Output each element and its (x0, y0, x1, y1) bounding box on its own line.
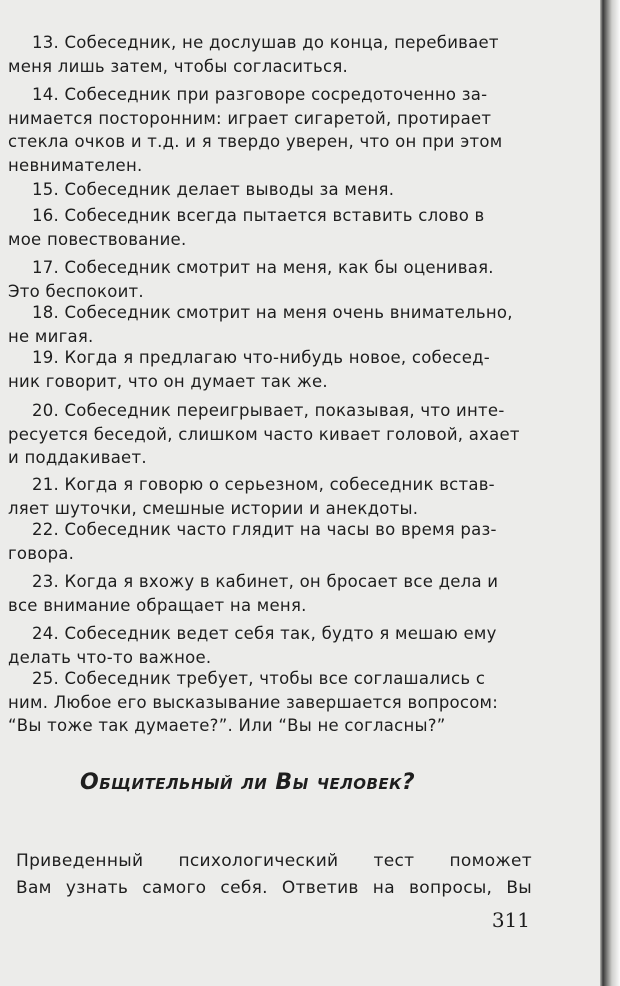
line: меня лишь затем, чтобы согласиться. (8, 56, 348, 76)
line: 18. Собеседник смотрит на меня очень внимательно, (32, 303, 513, 322)
line: ляет шуточки, смешные истории и анекдоты. (8, 498, 419, 518)
line: делать что-то важное. (8, 647, 212, 667)
line: стекла очков и т.д. и я твердо уверен, что он при этом (8, 132, 503, 151)
intro-line-2: Вам узнать самого себя. Ответив на вопросы, Вы (16, 878, 532, 898)
list-item-15 (8, 178, 520, 202)
book-spine-shadow (600, 0, 620, 986)
line: “Вы тоже так думаете?”. Или “Вы не согласны?” (8, 716, 446, 735)
line: невнимателен. (8, 155, 143, 175)
line: ним. Любое его высказывание завершается вопросом: (8, 692, 499, 712)
list-item-19 (8, 346, 520, 393)
list-item-24 (8, 622, 520, 669)
line: не мигая. (8, 326, 94, 346)
page-number: 311 (491, 908, 530, 932)
intro-line-1: Приведенный психологический тест поможет (16, 851, 532, 871)
line: 17. Собеседник смотрит на меня, как бы оценивая. (32, 258, 494, 277)
line: нимается посторонним: играет сигаретой, протирает (8, 108, 492, 128)
line: 21. Когда я говорю о серьезном, собеседник встав- (32, 475, 495, 494)
line: 20. Собеседник переигрывает, показывая, что инте- (32, 401, 505, 420)
line: и поддакивает. (8, 448, 147, 467)
line: ник говорит, что он думает так же. (8, 371, 328, 391)
line: 25. Собеседник требует, чтобы все соглашались с (32, 669, 486, 688)
line: все внимание обращает на меня. (8, 595, 307, 615)
line: 24. Собеседник ведет себя так, будто я мешаю ему (32, 624, 497, 643)
line: Это беспокоит. (8, 281, 144, 301)
list-item-25 (8, 667, 520, 738)
list-item-14 (8, 83, 520, 177)
line: 14. Собеседник при разговоре сосредоточенно за- (32, 85, 488, 104)
line: 15. Собеседник делает выводы за меня. (32, 180, 395, 199)
line: ресуется беседой, слишком часто кивает головой, ахает (8, 424, 520, 444)
section-heading: Общительный ли Вы человек? (80, 770, 416, 795)
list-item-20 (8, 399, 520, 470)
list-item-23 (8, 570, 520, 617)
list-item-18 (8, 301, 520, 348)
line: мое повествование. (8, 229, 187, 249)
list-item-21 (8, 473, 520, 520)
line: 23. Когда я вхожу в кабинет, он бросает все дела и (32, 572, 499, 591)
line: говора. (8, 543, 75, 563)
list-item-13 (8, 31, 520, 78)
line: 16. Собеседник всегда пытается вставить слово в (32, 206, 485, 225)
line: 22. Собеседник часто глядит на часы во время раз- (32, 520, 497, 539)
list-item-22 (8, 518, 520, 565)
list-item-16 (8, 204, 520, 251)
line: 19. Когда я предлагаю что-нибудь новое, собесед- (32, 348, 490, 367)
line: 13. Собеседник, не дослушав до конца, перебивает (32, 33, 499, 52)
list-item-17 (8, 256, 520, 303)
